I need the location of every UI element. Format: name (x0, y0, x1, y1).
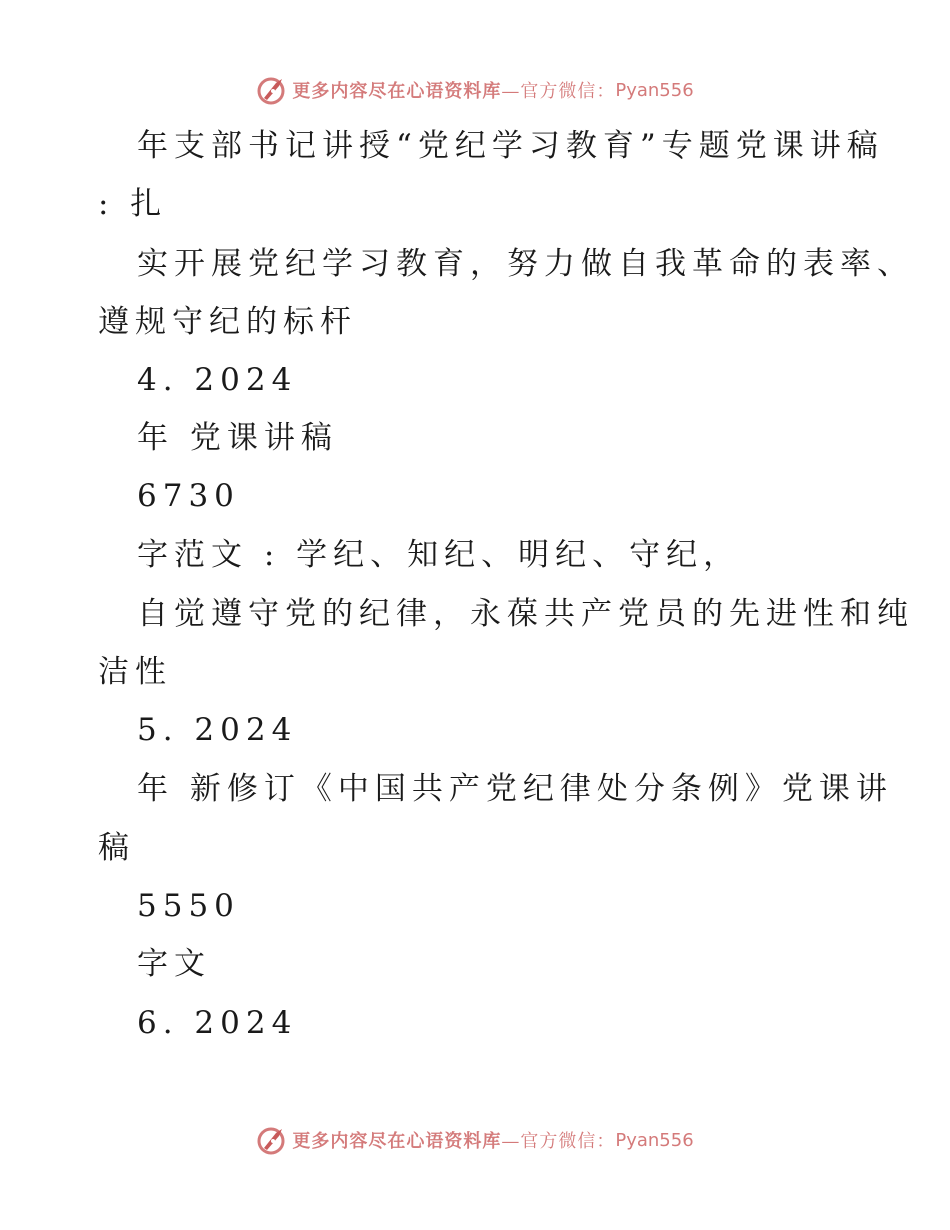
text-line: 年 党课讲稿 (137, 420, 338, 456)
text-line: 实开展党纪学习教育，努力做自我革命的表率、 (137, 246, 914, 282)
text-line: 6. 2024 (137, 1005, 298, 1041)
text-line: 年支部书记讲授“党纪学习教育”专题党课讲稿 (137, 128, 884, 164)
text-line: 5550 (137, 888, 240, 924)
text-line: 6730 (137, 478, 240, 514)
watermark-main-text: 更多内容尽在心语资料库 (292, 1131, 502, 1152)
watermark-header (0, 72, 950, 108)
watermark-main-text: 更多内容尽在心语资料库 (292, 81, 502, 102)
pen-nib-logo-icon (256, 74, 288, 106)
watermark-separator: —官方微信： (501, 1131, 616, 1152)
text-line: 年 新修订《中国共产党纪律处分条例》党课讲 (137, 771, 893, 807)
watermark-account: Pyan556 (615, 79, 694, 101)
watermark-separator: —官方微信： (501, 81, 616, 102)
text-line: : 扎 (98, 186, 168, 222)
text-line: 字范文 : 学纪、知纪、明纪、守纪， (137, 537, 741, 573)
text-line: 字文 (137, 946, 211, 982)
pen-nib-logo-icon (256, 1124, 288, 1156)
text-line: 4. 2024 (137, 362, 298, 398)
text-line: 5. 2024 (137, 712, 298, 748)
text-line: 稿 (98, 830, 135, 866)
watermark-footer (0, 1122, 950, 1158)
watermark-account: Pyan556 (615, 1129, 694, 1151)
text-line: 自觉遵守党的纪律，永葆共产党员的先进性和纯 (137, 596, 914, 632)
text-line: 遵规守纪的标杆 (98, 304, 357, 340)
text-line: 洁性 (98, 654, 172, 690)
